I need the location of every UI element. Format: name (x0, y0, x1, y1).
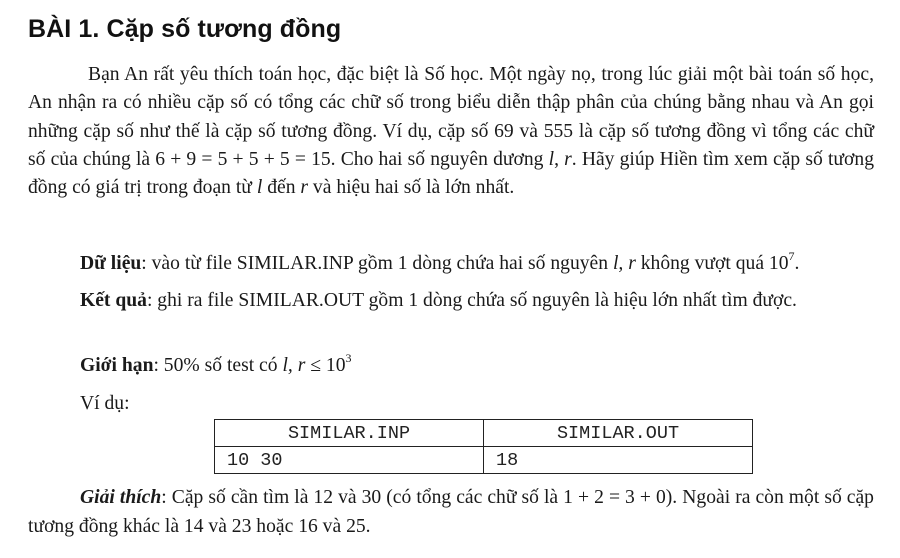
problem-title: BÀI 1. Cặp số tương đồng (28, 15, 342, 43)
var-r: r (564, 148, 572, 170)
var-l: l (256, 177, 263, 199)
explanation-label: Giải thích (80, 487, 162, 508)
var-l: l (548, 148, 555, 170)
limit-exp: 3 (345, 351, 352, 365)
input-text: : vào từ file SIMILAR.INP gồm 1 dòng chứa hai số nguyên (141, 253, 613, 274)
statement-end: và hiệu hai số là lớn nhất. (308, 177, 515, 199)
sample-input-value: 10 30 (215, 447, 484, 474)
statement-text: Bạn An rất yêu thích toán học, đặc biệt là Số học. Một ngày nọ, trong lúc giải một bài toán số học, An nhận ra có nhiều cặp số có tổng các chữ số trong biểu diễn thập phân của chúng bằng nhau và An gọi những cặp số như thế là cặp số tương đồng. Ví dụ, cặp số 69 và 555 là cặp số tương đồng vì tổng các chữ số của chúng là 6 + 9 = 5 + 5 + 5 = 15. Cho hai số nguyên dương (28, 64, 874, 170)
output-spec (80, 287, 874, 315)
sample-data-row (215, 447, 753, 474)
limit-label: Giới hạn (80, 355, 154, 376)
limit-vars: l, r (282, 355, 306, 376)
sample-table (214, 419, 753, 474)
comma: , (554, 148, 565, 170)
statement-text-mid: . Hãy giúp Hiền tìm xem cặp số tương đồng có giá trị trong đoạn từ (28, 148, 874, 199)
sample-output-header: SIMILAR.OUT (484, 420, 753, 447)
sample-header-row (215, 420, 753, 447)
explanation-text: : Cặp số cần tìm là 12 và 30 (có tổng các chữ số là 1 + 2 = 3 + 0). Ngoài ra còn một số cặp tương đồng khác là 14 và 23 hoặc 16 và 25. (28, 487, 874, 537)
statement-to: đến (262, 177, 301, 199)
input-vars: l, r (612, 253, 636, 274)
input-text-2: không vượt quá (635, 253, 769, 274)
input-label: Dữ liệu (80, 253, 142, 274)
explanation (28, 484, 874, 541)
problem-statement (28, 61, 874, 202)
limit-cmp: ≤ (305, 355, 326, 376)
input-bound-base: 10 (768, 253, 789, 274)
example-label: Ví dụ: (80, 393, 130, 414)
sample-input-header: SIMILAR.INP (215, 420, 484, 447)
input-bound-exp: 7 (788, 249, 795, 263)
limit-spec (80, 352, 874, 380)
input-end: . (794, 253, 800, 274)
output-label: Kết quả (80, 290, 147, 311)
var-r: r (300, 177, 309, 199)
input-spec (80, 250, 874, 278)
sample-output-value: 18 (484, 447, 753, 474)
limit-base: 10 (325, 355, 346, 376)
limit-text: : 50% số test có (153, 355, 283, 376)
output-text: : ghi ra file SIMILAR.OUT gồm 1 dòng chứa số nguyên là hiệu lớn nhất tìm được. (146, 290, 797, 311)
